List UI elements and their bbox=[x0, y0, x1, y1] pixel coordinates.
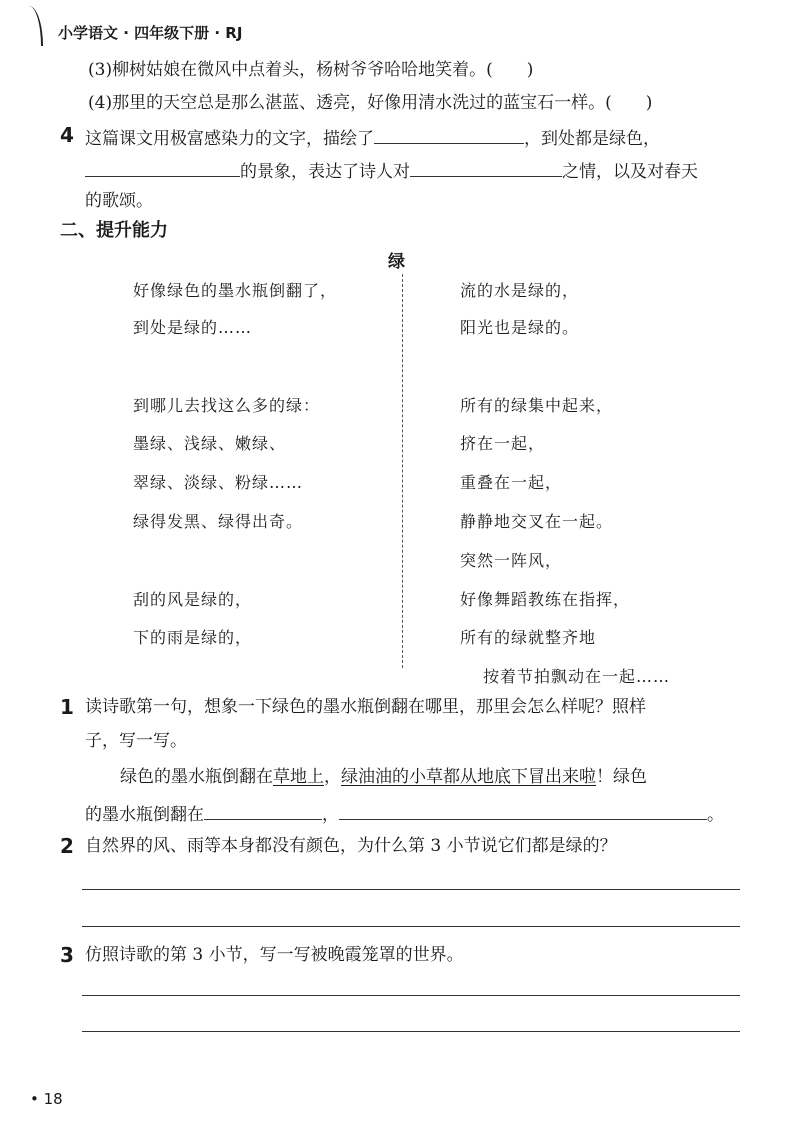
example-text: ， bbox=[324, 767, 341, 787]
poem-line: 到处是绿的…… bbox=[133, 318, 253, 337]
answer-blank[interactable] bbox=[339, 803, 707, 820]
poem-line: 好像舞蹈教练在指挥， bbox=[460, 590, 631, 609]
section-title: 二、提升能力 bbox=[60, 220, 168, 241]
answer-blank[interactable] bbox=[374, 127, 524, 144]
question-number: 3 bbox=[60, 943, 74, 967]
example-underlined: 草地上 bbox=[273, 767, 324, 787]
question-number: 1 bbox=[60, 695, 74, 719]
example-text: 绿色的墨水瓶倒翻在 bbox=[120, 767, 273, 787]
question-1-line-4 bbox=[85, 803, 724, 824]
question-1-line-1: 读诗歌第一句，想象一下绿色的墨水瓶倒翻在哪里，那里会怎么样呢？照样 bbox=[85, 697, 646, 717]
page-number: • 18 bbox=[30, 1090, 63, 1108]
question-1-line-2: 子，写一写。 bbox=[85, 731, 187, 751]
answer-line[interactable] bbox=[82, 995, 740, 996]
question-4-text-a: 这篇课文用极富感染力的文字，描绘了 bbox=[85, 129, 374, 149]
poem-line: 下的雨是绿的， bbox=[133, 628, 253, 647]
question-4-line-2 bbox=[85, 160, 698, 181]
poem-line: 流的水是绿的， bbox=[460, 281, 580, 300]
question-4-text-c: 的景象，表达了诗人对 bbox=[240, 162, 410, 182]
question-1-example bbox=[120, 769, 647, 786]
item-3: (3)柳树姑娘在微风中点着头，杨树爷爷哈哈地笑着。( ) bbox=[88, 60, 534, 80]
question-number: 2 bbox=[60, 834, 74, 858]
example-underlined: 绿油油的小草都从地底下冒出来啦 bbox=[341, 767, 596, 787]
poem-line: 好像绿色的墨水瓶倒翻了， bbox=[133, 281, 338, 300]
question-4-text-d: 之情，以及对春天 bbox=[562, 162, 698, 182]
answer-line[interactable] bbox=[82, 926, 740, 927]
poem-line: 静静地交叉在一起。 bbox=[460, 512, 614, 531]
book-header: 小学语文 · 四年级下册 · RJ bbox=[58, 24, 243, 42]
poem-line: 绿得发黑、绿得出奇。 bbox=[133, 512, 304, 531]
poem-divider bbox=[402, 274, 403, 668]
poem-line: 刮的风是绿的， bbox=[133, 590, 253, 609]
item-4: (4)那里的天空总是那么湛蓝、透亮，好像用清水洗过的蓝宝石一样。( ) bbox=[88, 93, 653, 113]
answer-blank[interactable] bbox=[204, 803, 322, 820]
poem-line: 突然一阵风， bbox=[460, 551, 563, 570]
question-3-text: 仿照诗歌的第 3 小节，写一写被晚霞笼罩的世界。 bbox=[85, 945, 464, 965]
poem-line: 重叠在一起， bbox=[460, 473, 563, 492]
poem-line: 到哪儿去找这么多的绿： bbox=[133, 396, 321, 415]
poem-line: 按着节拍飘动在一起…… bbox=[483, 667, 671, 686]
answer-line[interactable] bbox=[82, 889, 740, 890]
poem-title: 绿 bbox=[388, 252, 405, 272]
corner-mark bbox=[27, 6, 43, 46]
poem-line: 所有的绿集中起来， bbox=[460, 396, 614, 415]
question-4-text-b: ，到处都是绿色， bbox=[524, 129, 660, 149]
question-1-text: ， bbox=[322, 805, 339, 825]
poem-line: 所有的绿就整齐地 bbox=[460, 628, 597, 647]
question-4-line-1 bbox=[85, 127, 660, 148]
example-text: ！绿色 bbox=[596, 767, 647, 787]
answer-line[interactable] bbox=[82, 1031, 740, 1032]
question-number: 4 bbox=[60, 123, 74, 147]
question-4-line-3: 的歌颂。 bbox=[85, 191, 153, 211]
question-1-text: 的墨水瓶倒翻在 bbox=[85, 805, 204, 825]
answer-blank[interactable] bbox=[85, 160, 240, 177]
poem-line: 挤在一起， bbox=[460, 434, 546, 453]
answer-blank[interactable] bbox=[410, 160, 562, 177]
poem-line: 阳光也是绿的。 bbox=[460, 318, 580, 337]
poem-line: 翠绿、淡绿、粉绿…… bbox=[133, 473, 304, 492]
question-1-text: 。 bbox=[707, 805, 724, 825]
poem-line: 墨绿、浅绿、嫩绿、 bbox=[133, 434, 287, 453]
question-2-text: 自然界的风、雨等本身都没有颜色，为什么第 3 小节说它们都是绿的？ bbox=[85, 836, 617, 856]
